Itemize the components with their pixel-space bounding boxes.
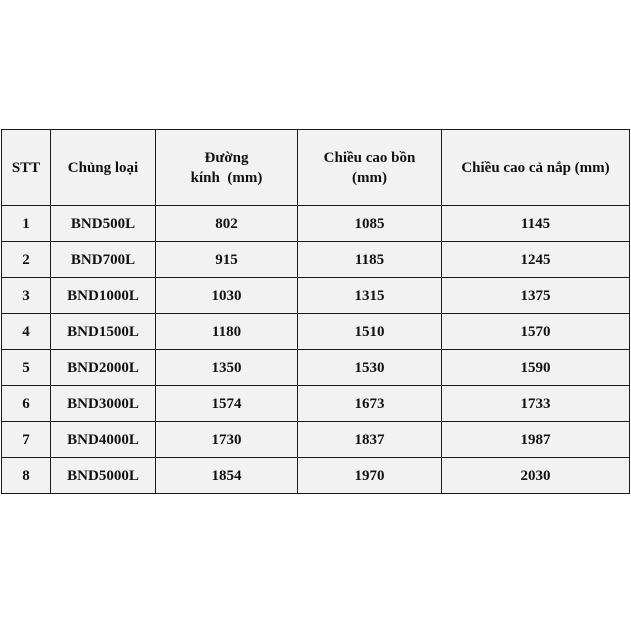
cell-tank-height: 1837 xyxy=(298,422,442,458)
header-row xyxy=(2,130,630,206)
cell-diameter: 1730 xyxy=(156,422,298,458)
cell-model: BND1500L xyxy=(51,314,156,350)
cell-diameter: 1854 xyxy=(156,458,298,494)
cell-tank-height: 1510 xyxy=(298,314,442,350)
cell-diameter: 1030 xyxy=(156,278,298,314)
cell-model: BND3000L xyxy=(51,386,156,422)
cell-model: BND2000L xyxy=(51,350,156,386)
cell-height-with-lid: 1733 xyxy=(442,386,630,422)
cell-stt: 7 xyxy=(2,422,51,458)
table-body xyxy=(2,206,630,494)
cell-stt: 4 xyxy=(2,314,51,350)
cell-height-with-lid: 1145 xyxy=(442,206,630,242)
cell-height-with-lid: 2030 xyxy=(442,458,630,494)
table-row xyxy=(2,314,630,350)
tank-spec-table xyxy=(1,129,630,494)
header-diameter-line1: Đường xyxy=(204,149,249,166)
cell-tank-height: 1085 xyxy=(298,206,442,242)
cell-tank-height: 1185 xyxy=(298,242,442,278)
header-height-with-lid xyxy=(442,130,630,206)
cell-diameter: 1574 xyxy=(156,386,298,422)
cell-stt: 2 xyxy=(2,242,51,278)
cell-model: BND4000L xyxy=(51,422,156,458)
cell-model: BND5000L xyxy=(51,458,156,494)
cell-tank-height: 1970 xyxy=(298,458,442,494)
spec-table-container xyxy=(1,129,629,494)
cell-diameter: 915 xyxy=(156,242,298,278)
table-row xyxy=(2,386,630,422)
header-diameter xyxy=(156,130,298,206)
cell-tank-height: 1673 xyxy=(298,386,442,422)
cell-diameter: 1350 xyxy=(156,350,298,386)
header-model-text: Chủng loại xyxy=(67,159,139,176)
table-row xyxy=(2,242,630,278)
header-height-with-lid-text: Chiều cao cả nắp (mm) xyxy=(461,159,610,176)
table-row xyxy=(2,458,630,494)
header-stt-text: STT xyxy=(11,159,41,176)
cell-model: BND1000L xyxy=(51,278,156,314)
cell-height-with-lid: 1590 xyxy=(442,350,630,386)
cell-stt: 3 xyxy=(2,278,51,314)
cell-stt: 8 xyxy=(2,458,51,494)
header-tank-height xyxy=(298,130,442,206)
cell-stt: 5 xyxy=(2,350,51,386)
header-tank-height-line1: Chiều cao bồn xyxy=(323,149,416,166)
cell-tank-height: 1315 xyxy=(298,278,442,314)
table-row xyxy=(2,206,630,242)
cell-height-with-lid: 1245 xyxy=(442,242,630,278)
header-tank-height-line2: (mm) xyxy=(352,169,387,186)
cell-stt: 6 xyxy=(2,386,51,422)
header-model xyxy=(51,130,156,206)
table-row xyxy=(2,422,630,458)
cell-model: BND700L xyxy=(51,242,156,278)
cell-height-with-lid: 1375 xyxy=(442,278,630,314)
header-stt xyxy=(2,130,51,206)
cell-height-with-lid: 1570 xyxy=(442,314,630,350)
cell-diameter: 1180 xyxy=(156,314,298,350)
header-diameter-line2: kính (mm) xyxy=(190,169,263,186)
table-row xyxy=(2,278,630,314)
cell-height-with-lid: 1987 xyxy=(442,422,630,458)
cell-diameter: 802 xyxy=(156,206,298,242)
cell-stt: 1 xyxy=(2,206,51,242)
cell-tank-height: 1530 xyxy=(298,350,442,386)
table-header xyxy=(2,130,630,206)
cell-model: BND500L xyxy=(51,206,156,242)
table-row xyxy=(2,350,630,386)
